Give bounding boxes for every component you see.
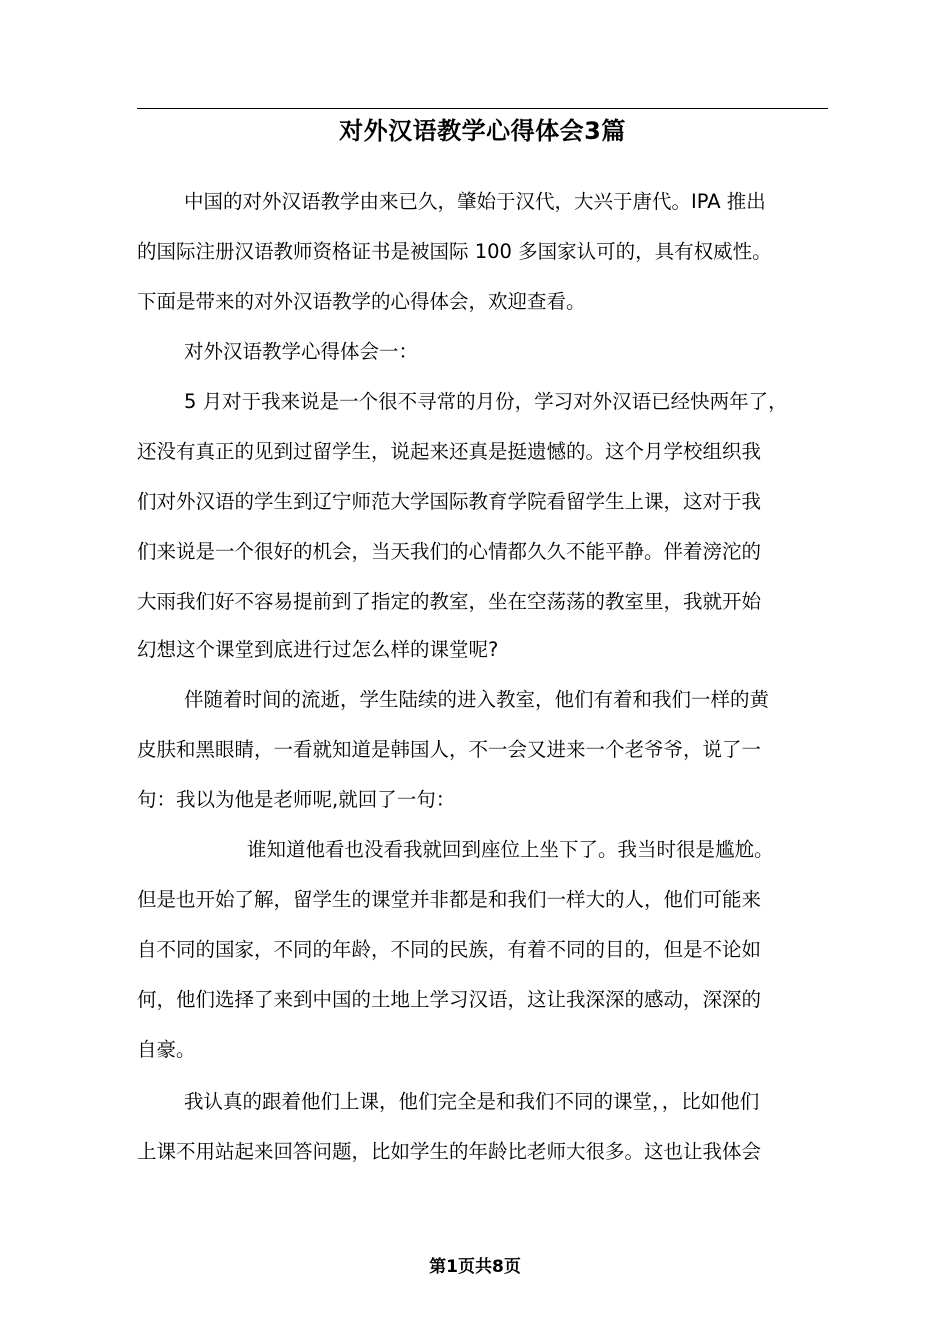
page-number-footer: 第1页共8页: [429, 1257, 521, 1277]
paragraph-line: 幻想这个课堂到底进行过怎么样的课堂呢?: [137, 638, 499, 661]
paragraph-line: 大雨我们好不容易提前到了指定的教室，坐在空荡荡的教室里，我就开始: [137, 590, 762, 613]
paragraph-line: 下面是带来的对外汉语教学的心得体会，欢迎查看。: [137, 290, 586, 313]
document-title: 对外汉语教学心得体会3篇: [339, 117, 626, 145]
paragraph-line: 还没有真正的见到过留学生，说起来还真是挺遗憾的。这个月学校组织我: [137, 440, 762, 463]
header-rule: [137, 108, 828, 109]
paragraph-line: 句：我以为他是老师呢,就回了一句：: [137, 788, 456, 811]
paragraph-line: 何，他们选择了来到中国的土地上学习汉语，这让我深深的感动，深深的: [137, 988, 762, 1011]
paragraph-line: 们对外汉语的学生到辽宁师范大学国际教育学院看留学生上课，这对于我: [137, 490, 762, 513]
paragraph-line: 自不同的国家，不同的年龄，不同的民族，有着不同的目的，但是不论如: [137, 938, 762, 961]
paragraph-line: 伴随着时间的流逝，学生陆续的进入教室，他们有着和我们一样的黄: [184, 688, 770, 711]
paragraph-line: 谁知道他看也没看我就回到座位上坐下了。我当时很是尴尬。: [247, 838, 774, 861]
paragraph-line: 但是也开始了解，留学生的课堂并非都是和我们一样大的人，他们可能来: [137, 888, 762, 911]
paragraph-line: 上课不用站起来回答问题，比如学生的年龄比老师大很多。这也让我体会: [137, 1140, 762, 1163]
paragraph-line: 的国际注册汉语教师资格证书是被国际 100 多国家认可的，具有权威性。: [137, 240, 772, 263]
paragraph-line: 中国的对外汉语教学由来已久，肇始于汉代，大兴于唐代。IPA 推出: [184, 190, 766, 213]
paragraph-line: 们来说是一个很好的机会，当天我们的心情都久久不能平静。伴着滂沱的: [137, 540, 762, 563]
section-heading: 对外汉语教学心得体会一：: [184, 340, 419, 363]
paragraph-line: 我认真的跟着他们上课，他们完全是和我们不同的课堂，，比如他们: [184, 1090, 760, 1113]
paragraph-line: 自豪。: [137, 1038, 196, 1061]
paragraph-line: 皮肤和黑眼睛，一看就知道是韩国人，不一会又进来一个老爷爷，说了一: [137, 738, 762, 761]
paragraph-line: 5 月对于我来说是一个很不寻常的月份，学习对外汉语已经快两年了，: [184, 390, 788, 413]
